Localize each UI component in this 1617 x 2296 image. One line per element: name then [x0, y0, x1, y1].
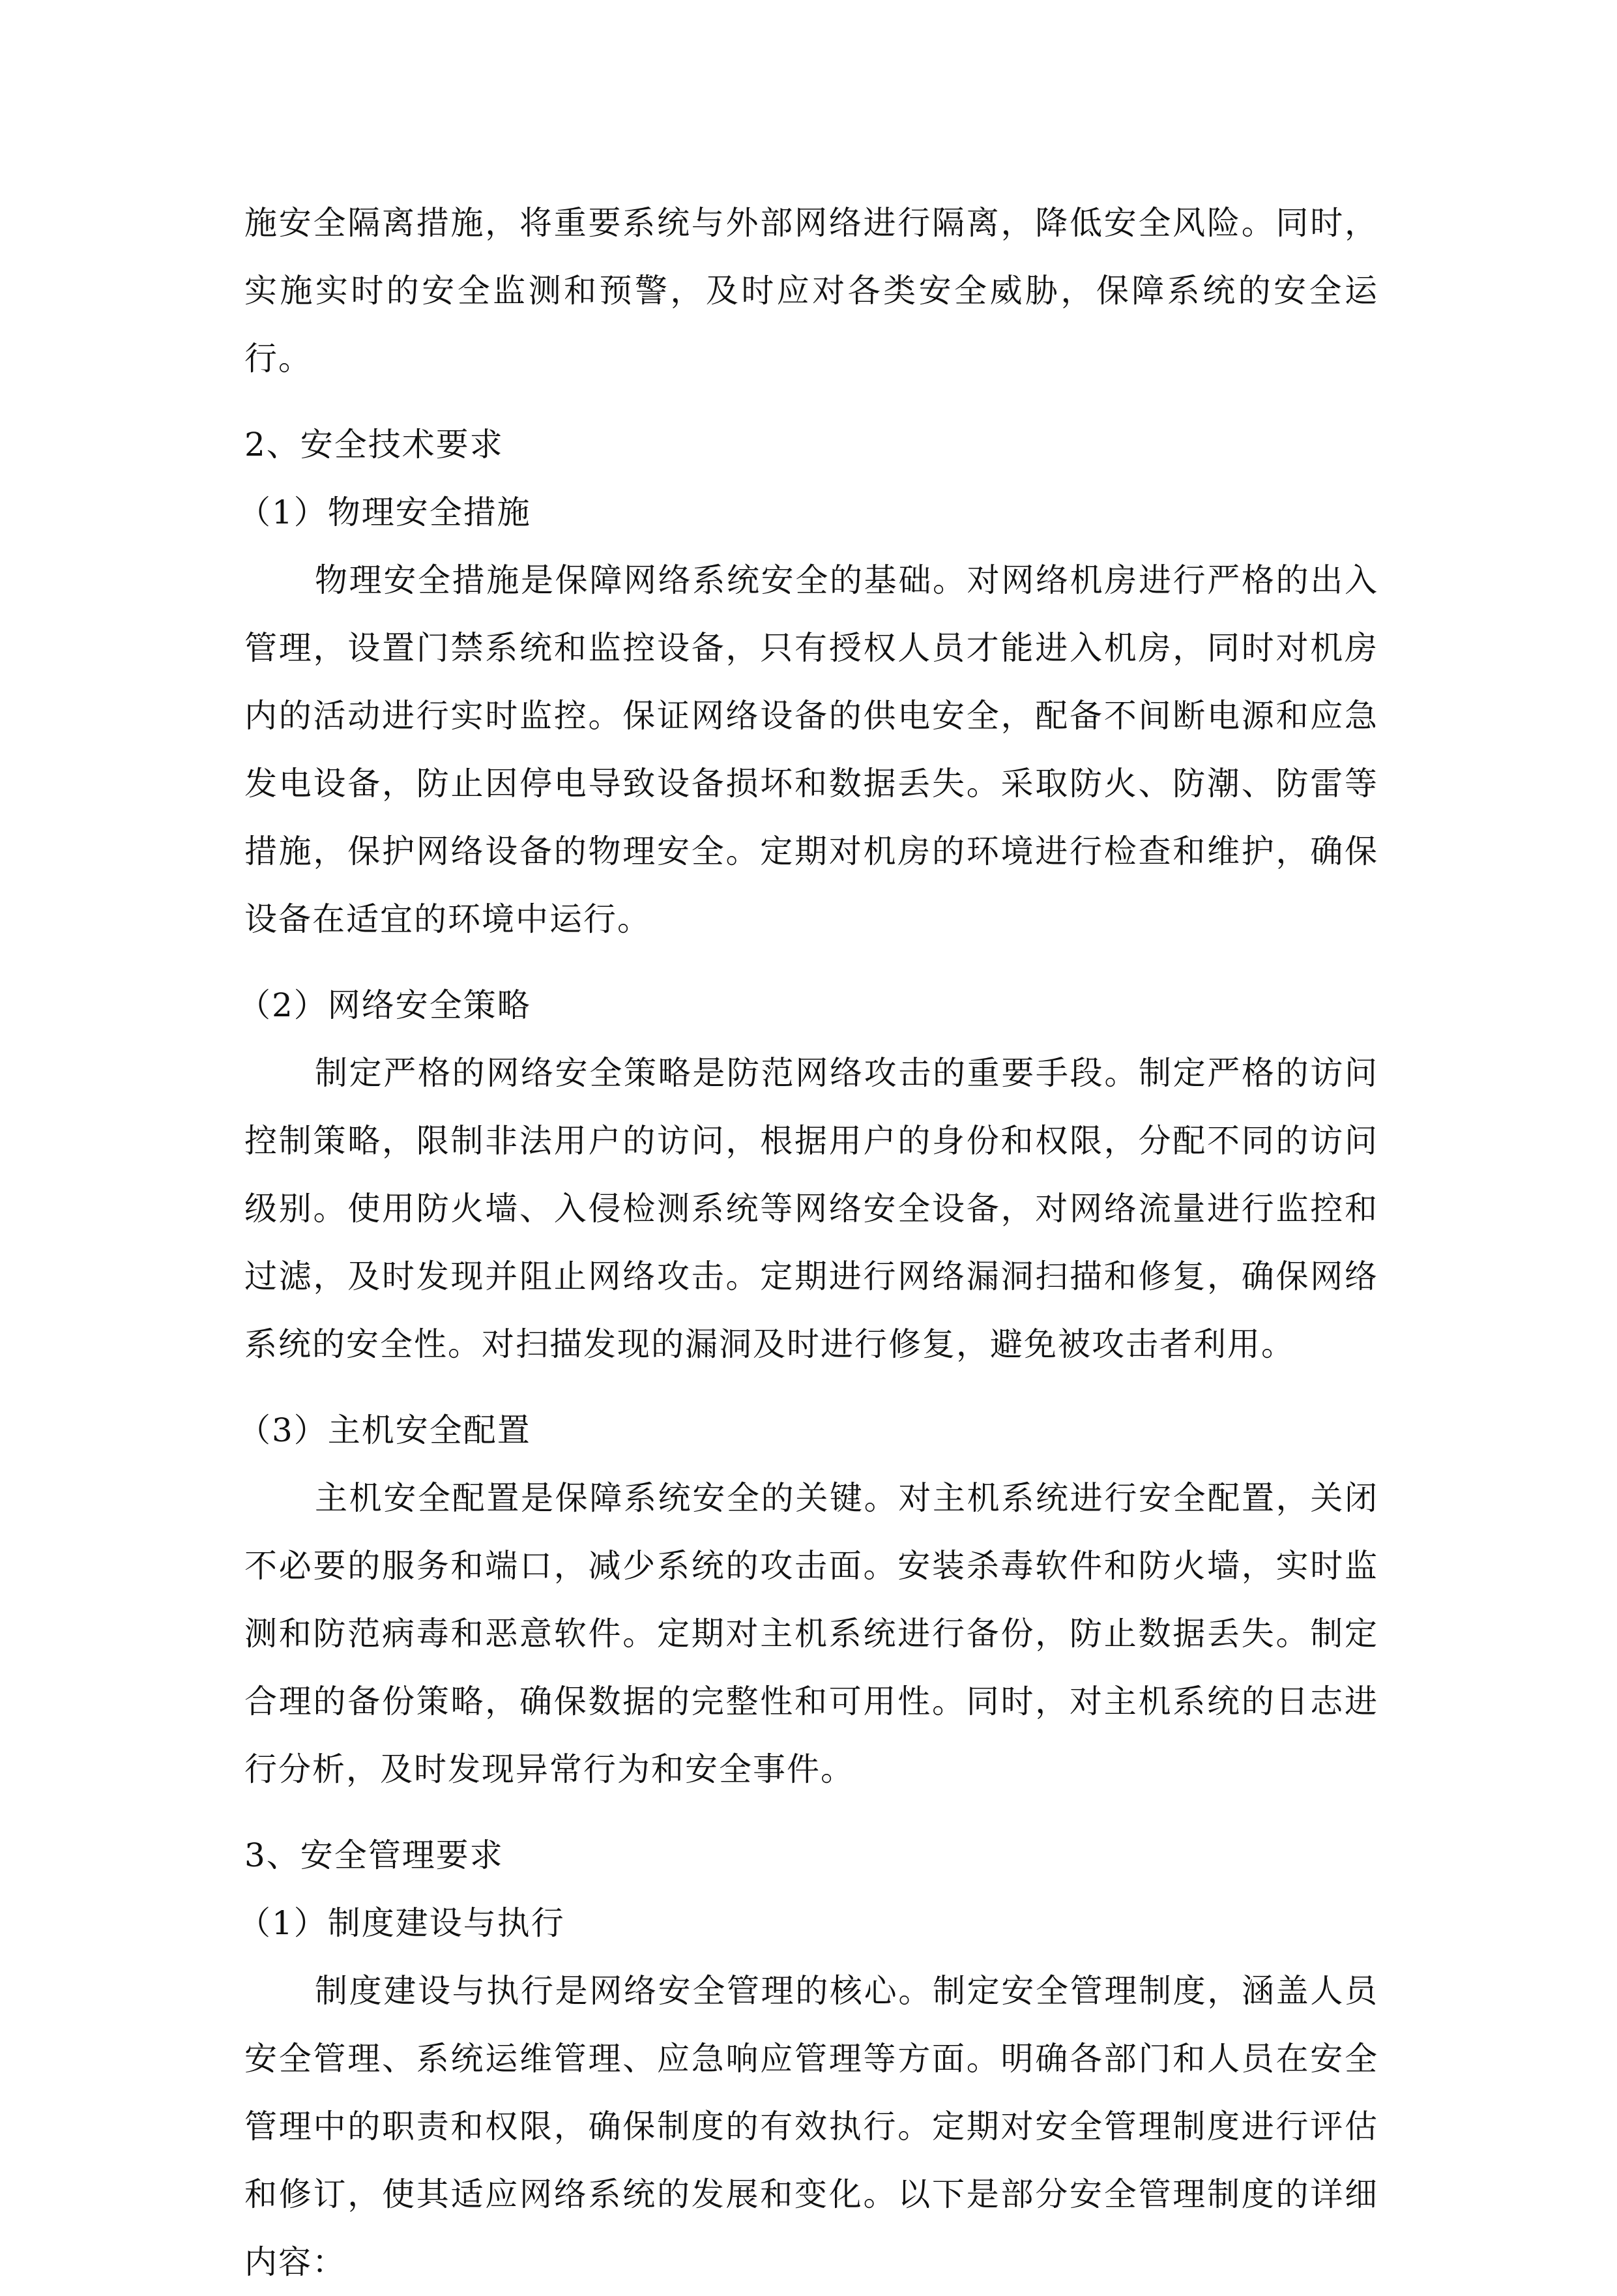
- subsection-3-1-body: 制度建设与执行是网络安全管理的核心。制定安全管理制度，涵盖人员安全管理、系统运维管理、应急响应管理等方面。明确各部门和人员在安全管理中的职责和权限，确保制度的有效执行。定期对安全管理制度进行评估和修订，使其适应网络系统的发展和变化。以下是部分安全管理制度的详细内容：: [244, 1972, 1378, 2281]
- subsection-2-1-heading: （1）物理安全措施: [238, 493, 531, 531]
- subsection-2-2-body: 制定严格的网络安全策略是防范网络攻击的重要手段。制定严格的访问控制策略，限制非法用户的访问，根据用户的身份和权限，分配不同的访问级别。使用防火墙、入侵检测系统等网络安全设备，对网络流量进行监控和过滤，及时发现并阻止网络攻击。定期进行网络漏洞扫描和修复，确保网络系统的安全性。对扫描发现的漏洞及时进行修复，避免被攻击者利用。: [244, 1054, 1378, 1363]
- subsection-2-1-body: 物理安全措施是保障网络系统安全的基础。对网络机房进行严格的出入管理，设置门禁系统和监控设备，只有授权人员才能进入机房，同时对机房内的活动进行实时监控。保证网络设备的供电安全，配备不间断电源和应急发电设备，防止因停电导致设备损坏和数据丢失。采取防火、防潮、防雷等措施，保护网络设备的物理安全。定期对机房的环境进行检查和维护，确保设备在适宜的环境中运行。: [244, 561, 1378, 938]
- section-2-heading: 2、安全技术要求: [244, 426, 504, 464]
- document-page: [238, 189, 1378, 2296]
- subsection-2-3-body: 主机安全配置是保障系统安全的关键。对主机系统进行安全配置，关闭不必要的服务和端口，减少系统的攻击面。安装杀毒软件和防火墙，实时监测和防范病毒和恶意软件。定期对主机系统进行备份，防止数据丢失。制定合理的备份策略，确保数据的完整性和可用性。同时，对主机系统的日志进行分析，及时发现异常行为和安全事件。: [244, 1479, 1378, 1788]
- subsection-2-2-heading: （2）网络安全策略: [238, 986, 531, 1024]
- section-3-heading: 3、安全管理要求: [244, 1836, 504, 1874]
- subsection-3-1-heading: （1）制度建设与执行: [238, 1904, 565, 1942]
- intro-paragraph: 施安全隔离措施，将重要系统与外部网络进行隔离，降低安全风险。同时，实施实时的安全监测和预警，及时应对各类安全威胁，保障系统的安全运行。: [244, 204, 1378, 377]
- subsection-2-3-heading: （3）主机安全配置: [238, 1411, 531, 1449]
